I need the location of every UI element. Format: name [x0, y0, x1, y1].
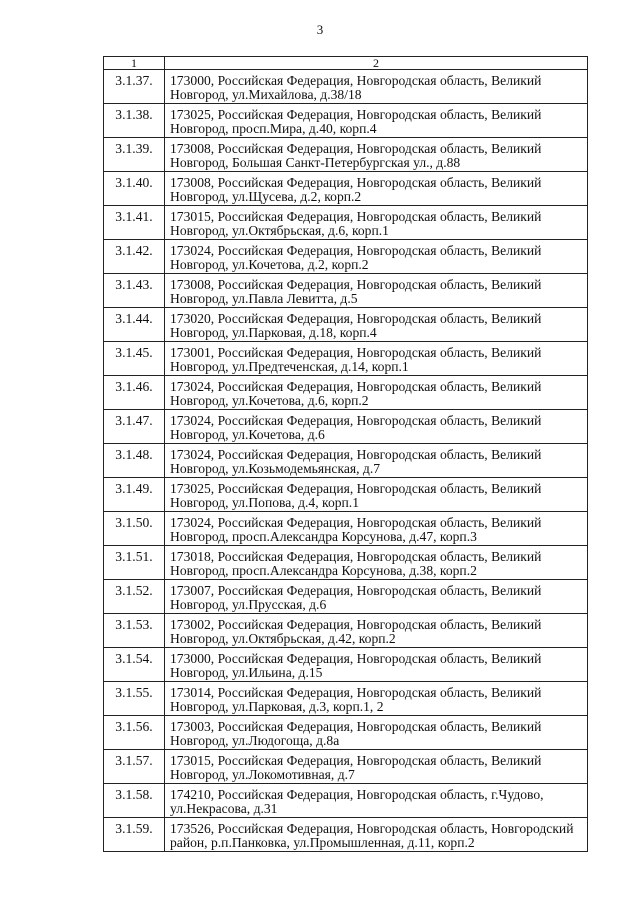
row-number: 3.1.42. [104, 240, 165, 274]
table-body [104, 70, 588, 852]
row-address: 173008, Российская Федерация, Новгородская область, Великий Новгород, Большая Санкт-Петербургская ул., д.88 [165, 138, 588, 172]
row-address: 173025, Российская Федерация, Новгородская область, Великий Новгород, ул.Попова, д.4, корп.1 [165, 478, 588, 512]
row-address: 174210, Российская Федерация, Новгородская область, г.Чудово, ул.Некрасова, д.31 [165, 784, 588, 818]
row-number: 3.1.51. [104, 546, 165, 580]
table-row [104, 342, 588, 376]
table-row [104, 478, 588, 512]
page-number: 3 [316, 22, 324, 37]
row-number: 3.1.41. [104, 206, 165, 240]
row-address: 173002, Российская Федерация, Новгородская область, Великий Новгород, ул.Октябрьская, д.42, корп.2 [165, 614, 588, 648]
row-address: 173526, Российская Федерация, Новгородская область, Новгородский район, р.п.Панковка, ул.Промышленная, д.11, корп.2 [165, 818, 588, 852]
table-row [104, 240, 588, 274]
table-row [104, 750, 588, 784]
row-number: 3.1.55. [104, 682, 165, 716]
row-number: 3.1.49. [104, 478, 165, 512]
row-number: 3.1.50. [104, 512, 165, 546]
table-row [104, 274, 588, 308]
table-row [104, 512, 588, 546]
row-address: 173018, Российская Федерация, Новгородская область, Великий Новгород, просп.Александра Корсунова, д.38, корп.2 [165, 546, 588, 580]
table-row [104, 716, 588, 750]
row-address: 173024, Российская Федерация, Новгородская область, Великий Новгород, ул.Кочетова, д.6, корп.2 [165, 376, 588, 410]
row-address: 173008, Российская Федерация, Новгородская область, Великий Новгород, ул.Щусева, д.2, корп.2 [165, 172, 588, 206]
table-row [104, 546, 588, 580]
row-address: 173024, Российская Федерация, Новгородская область, Великий Новгород, просп.Александра Корсунова, д.47, корп.3 [165, 512, 588, 546]
row-number: 3.1.57. [104, 750, 165, 784]
table-row [104, 308, 588, 342]
table-row [104, 206, 588, 240]
row-address: 173000, Российская Федерация, Новгородская область, Великий Новгород, ул.Ильина, д.15 [165, 648, 588, 682]
row-address: 173008, Российская Федерация, Новгородская область, Великий Новгород, ул.Павла Левитта, д.5 [165, 274, 588, 308]
row-address: 173014, Российская Федерация, Новгородская область, Великий Новгород, ул.Парковая, д.3, корп.1, 2 [165, 682, 588, 716]
table-row [104, 580, 588, 614]
table-row [104, 648, 588, 682]
row-number: 3.1.44. [104, 308, 165, 342]
row-address: 173024, Российская Федерация, Новгородская область, Великий Новгород, ул.Кочетова, д.6 [165, 410, 588, 444]
table-row [104, 410, 588, 444]
table-row [104, 376, 588, 410]
row-number: 3.1.45. [104, 342, 165, 376]
table-header-row [104, 57, 588, 70]
row-number: 3.1.54. [104, 648, 165, 682]
table-row [104, 104, 588, 138]
row-number: 3.1.47. [104, 410, 165, 444]
table-row [104, 614, 588, 648]
table-row [104, 682, 588, 716]
row-number: 3.1.37. [104, 70, 165, 104]
row-number: 3.1.53. [104, 614, 165, 648]
table-row [104, 818, 588, 852]
table-row [104, 444, 588, 478]
table-row [104, 138, 588, 172]
table-row [104, 172, 588, 206]
column-header-number: 1 [104, 57, 165, 70]
table-row [104, 784, 588, 818]
row-address: 173020, Российская Федерация, Новгородская область, Великий Новгород, ул.Парковая, д.18, корп.4 [165, 308, 588, 342]
column-header-address: 2 [165, 57, 588, 70]
row-address: 173024, Российская Федерация, Новгородская область, Великий Новгород, ул.Кочетова, д.2, корп.2 [165, 240, 588, 274]
row-address: 173015, Российская Федерация, Новгородская область, Великий Новгород, ул.Локомотивная, д.7 [165, 750, 588, 784]
table-row [104, 70, 588, 104]
row-number: 3.1.39. [104, 138, 165, 172]
row-address: 173007, Российская Федерация, Новгородская область, Великий Новгород, ул.Прусская, д.6 [165, 580, 588, 614]
row-address: 173001, Российская Федерация, Новгородская область, Великий Новгород, ул.Предтеченская, д.14, корп.1 [165, 342, 588, 376]
row-number: 3.1.59. [104, 818, 165, 852]
row-number: 3.1.40. [104, 172, 165, 206]
row-address: 173003, Российская Федерация, Новгородская область, Великий Новгород, ул.Людогоща, д.8а [165, 716, 588, 750]
address-table [103, 56, 588, 852]
row-address: 173000, Российская Федерация, Новгородская область, Великий Новгород, ул.Михайлова, д.38/18 [165, 70, 588, 104]
row-address: 173015, Российская Федерация, Новгородская область, Великий Новгород, ул.Октябрьская, д.6, корп.1 [165, 206, 588, 240]
row-number: 3.1.46. [104, 376, 165, 410]
row-address: 173024, Российская Федерация, Новгородская область, Великий Новгород, ул.Козьмодемьянская, д.7 [165, 444, 588, 478]
row-number: 3.1.52. [104, 580, 165, 614]
row-number: 3.1.38. [104, 104, 165, 138]
row-number: 3.1.43. [104, 274, 165, 308]
row-number: 3.1.48. [104, 444, 165, 478]
row-address: 173025, Российская Федерация, Новгородская область, Великий Новгород, просп.Мира, д.40, корп.4 [165, 104, 588, 138]
row-number: 3.1.56. [104, 716, 165, 750]
row-number: 3.1.58. [104, 784, 165, 818]
